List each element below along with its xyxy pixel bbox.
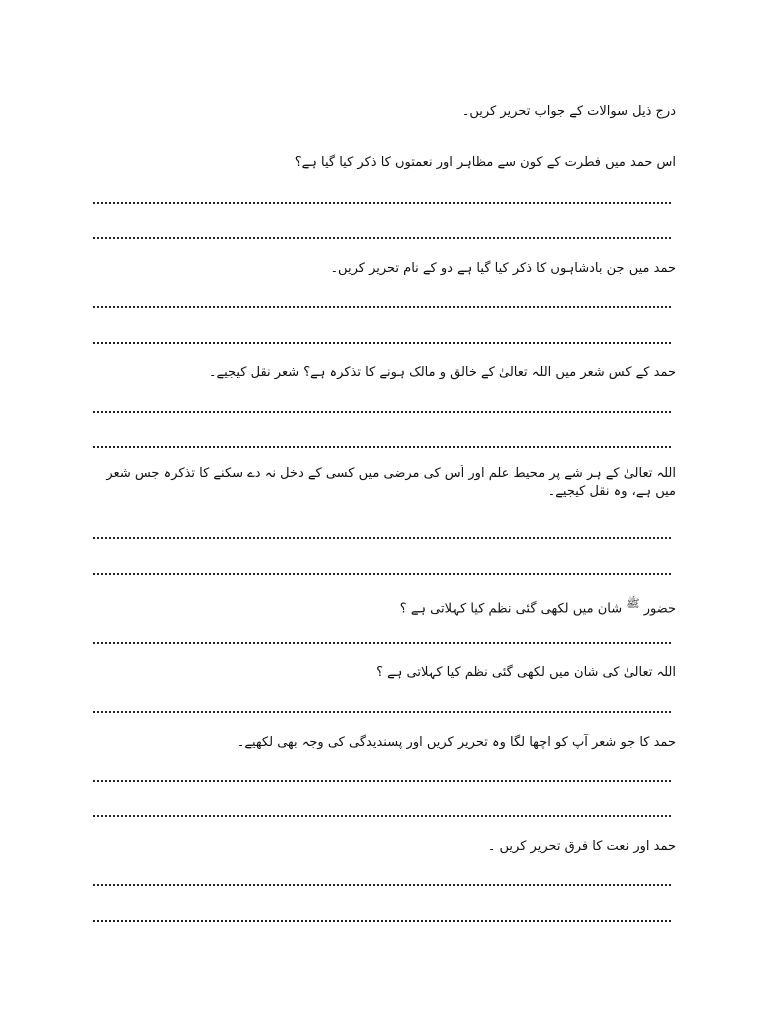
- question-7: حمد کا جو شعر آپ کو اچھا لگا وہ تحریر کریں اور پسندیدگی کی وجہ بھی لکھیے۔: [236, 735, 676, 750]
- question-3: حمد کے کس شعر میں اللہ تعالیٰ کے خالق و مالک ہونے کا تذکرہ ہے؟ شعر نقل کیجیے۔: [208, 365, 676, 380]
- question-5-suffix: شان میں لکھی گئی نظم کیا کہلاتی ہے ؟: [399, 601, 623, 617]
- answer-line[interactable]: [93, 436, 671, 448]
- answer-line[interactable]: [93, 527, 671, 539]
- question-5-prefix: حضور: [643, 601, 676, 617]
- answer-line[interactable]: [93, 701, 671, 713]
- answer-line[interactable]: [93, 296, 671, 308]
- instruction-heading: درج ذیل سوالات کے جواب تحریر کریں۔: [461, 104, 676, 119]
- answer-line[interactable]: [93, 401, 671, 413]
- question-4: اللہ تعالیٰ کے ہر شے پر محیط علم اور اُس کی مرضی میں کسی کے دخل نہ دے سکنے کا تذکرہ جس شعر میں ہے، وہ نقل کیجیے۔: [106, 466, 676, 499]
- answer-line[interactable]: [93, 192, 671, 204]
- answer-line[interactable]: [93, 805, 671, 817]
- answer-line[interactable]: [93, 227, 671, 239]
- answer-line[interactable]: [93, 910, 671, 922]
- question-1: اس حمد میں فطرت کے کون سے مظاہر اور نعمتوں کا ذکر کیا گیا ہے؟: [294, 155, 676, 170]
- question-6: اللہ تعالیٰ کی شان میں لکھی گئی نظم کیا کہلاتی ہے ؟: [376, 665, 676, 680]
- answer-line[interactable]: [93, 632, 671, 644]
- answer-line[interactable]: [93, 332, 671, 344]
- answer-line[interactable]: [93, 563, 671, 575]
- question-2: حمد میں جن بادشاہوں کا ذکر کیا گیا ہے دو کے نام تحریر کریں۔: [330, 261, 676, 276]
- question-5: [92, 595, 676, 618]
- question-8: حمد اور نعت کا فرق تحریر کریں ۔: [487, 839, 676, 854]
- honorific-glyph: ﷺ: [626, 597, 640, 610]
- answer-line[interactable]: [93, 874, 671, 886]
- answer-line[interactable]: [93, 770, 671, 782]
